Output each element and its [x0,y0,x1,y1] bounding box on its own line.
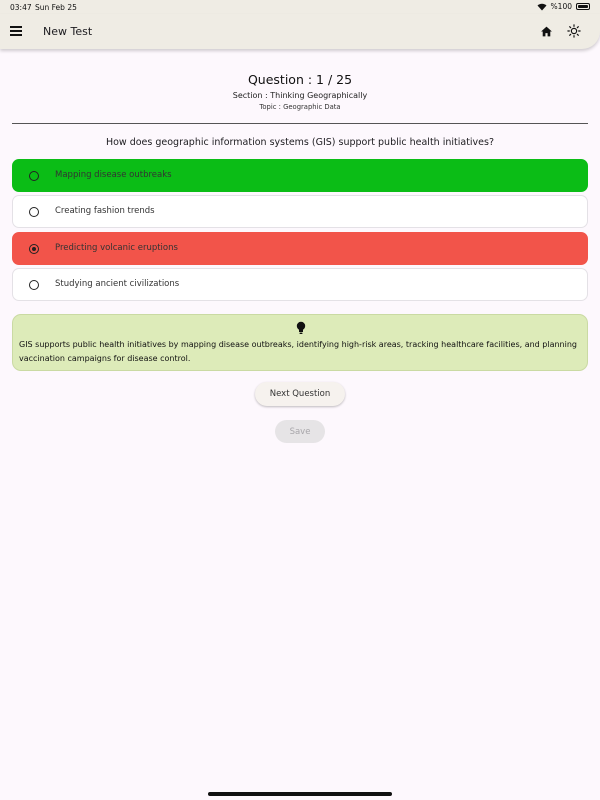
question-number: Question : 1 / 25 [247,72,353,87]
option-label: Studying ancient civilizations [55,279,180,289]
status-date: Sun Feb 25 [35,3,77,12]
wifi-icon [537,3,547,11]
home-indicator[interactable] [208,792,392,796]
option-2[interactable] [12,195,588,228]
menu-icon[interactable] [10,26,22,36]
app-bar [0,14,600,49]
save-button[interactable]: Save [275,420,325,443]
battery-percent: %100 [550,2,572,11]
status-right [537,2,590,11]
question-topic: Topic : Geographic Data [259,103,341,111]
explanation-text: GIS supports public health initiatives by mapping disease outbreaks, identifying high-risk areas, tracking healthcare facilities, and planning vaccination campaigns for disease control. [19,340,577,363]
radio-button[interactable] [29,171,39,181]
lightbulb-icon [296,321,306,335]
battery-icon [576,3,590,10]
option-label: Creating fashion trends [55,206,155,216]
app-title: New Test [43,25,93,38]
status-time: 03:47 [10,3,32,12]
option-3[interactable] [12,232,588,265]
question-header [0,72,600,111]
radio-button-selected[interactable] [29,244,39,254]
question-section: Section : Thinking Geographically [232,91,368,100]
sun-icon[interactable] [567,24,581,38]
option-1[interactable] [12,159,588,192]
next-question-button[interactable]: Next Question [255,382,345,406]
option-4[interactable] [12,268,588,301]
explanation-box [12,314,588,371]
question-text: How does geographic information systems (GIS) support public health initiatives? [105,137,495,148]
status-bar [0,0,600,14]
header-divider [12,123,588,124]
radio-button[interactable] [29,280,39,290]
radio-button[interactable] [29,207,39,217]
option-label: Predicting volcanic eruptions [55,243,178,253]
option-label: Mapping disease outbreaks [55,170,172,180]
home-icon[interactable] [540,25,553,38]
